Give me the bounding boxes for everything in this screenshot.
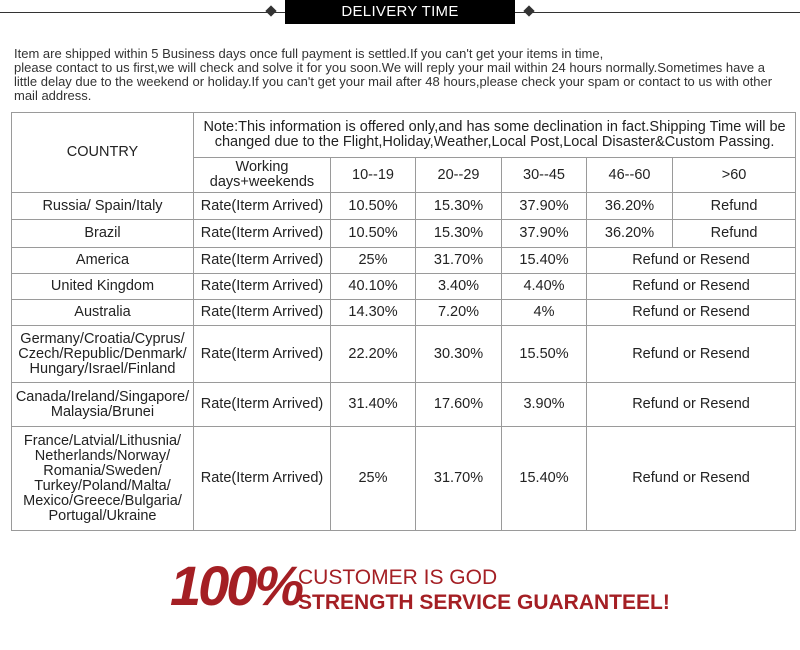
header-diamond-right-icon <box>523 5 534 16</box>
delivery-table <box>11 112 796 531</box>
outcome-cell: Refund or Resend <box>587 326 796 383</box>
value-cell: 10.50% <box>331 193 416 220</box>
range-header: 46--60 <box>587 158 673 193</box>
value-cell: 31.40% <box>331 383 416 427</box>
country-line: Portugal/Ukraine <box>48 507 157 524</box>
value-cell: 4% <box>502 300 587 326</box>
country-cell: United Kingdom <box>12 274 194 300</box>
table-row <box>12 326 796 383</box>
value-cell: 15.40% <box>502 427 587 531</box>
rate-cell: Rate(Iterm Arrived) <box>194 193 331 220</box>
value-cell: 3.90% <box>502 383 587 427</box>
table-row <box>12 193 796 220</box>
value-cell: 15.30% <box>416 220 502 248</box>
working-line: days+weekends <box>209 174 315 190</box>
range-header: 30--45 <box>502 158 587 193</box>
country-line: Malaysia/Brunei <box>50 403 155 420</box>
value-cell: 14.30% <box>331 300 416 326</box>
outcome-cell: Refund or Resend <box>587 274 796 300</box>
country-line: Hungary/Israel/Finland <box>29 360 176 377</box>
country-line: Turkey/Poland/Malta/ <box>34 477 171 494</box>
note-text <box>194 113 796 158</box>
country-line: Romania/Sweden/ <box>43 462 162 479</box>
value-cell: Refund <box>673 220 796 248</box>
note-line: changed due to the Flight,Holiday,Weather,Local Post,Local Disaster&Custom Passing. <box>214 134 775 150</box>
intro-line: mail address. <box>14 88 92 103</box>
slogan-line-1: CUSTOMER IS GOD <box>298 566 498 589</box>
country-cell: Russia/ Spain/Italy <box>12 193 194 220</box>
value-cell: 7.20% <box>416 300 502 326</box>
country-cell: Brazil <box>12 220 194 248</box>
country-line: Czech/Republic/Denmark/ <box>18 345 187 362</box>
value-cell: 15.40% <box>502 248 587 274</box>
rate-cell: Rate(Iterm Arrived) <box>194 326 331 383</box>
country-cell: America <box>12 248 194 274</box>
value-cell: 22.20% <box>331 326 416 383</box>
header-line-right <box>515 12 800 13</box>
note-line: Note:This information is offered only,and has some declination in fact.Shipping Time will be <box>203 119 786 135</box>
table-row <box>12 248 796 274</box>
value-cell: 10.50% <box>331 220 416 248</box>
slogan-line-2: STRENGTH SERVICE GUARANTEEL! <box>298 591 670 614</box>
table-row <box>12 274 796 300</box>
country-line: France/Latvial/Lithusnia/ <box>23 432 182 449</box>
intro-line: little delay due to the weekend or holiday.If you can't get your mail after 48 hours,please check your spam or contact to us with other <box>14 74 773 89</box>
country-cell <box>12 383 194 427</box>
rate-cell: Rate(Iterm Arrived) <box>194 274 331 300</box>
rate-cell: Rate(Iterm Arrived) <box>194 427 331 531</box>
range-header: >60 <box>673 158 796 193</box>
country-cell <box>12 326 194 383</box>
table-row <box>12 383 796 427</box>
value-cell: 36.20% <box>587 193 673 220</box>
intro-text <box>14 47 794 103</box>
table-row <box>12 220 796 248</box>
intro-line: please contact to us first,we will check and solve it for you soon.We will reply your mail within 24 hours normally.Sometimes have a <box>14 60 765 75</box>
outcome-cell: Refund or Resend <box>587 300 796 326</box>
rate-cell: Rate(Iterm Arrived) <box>194 300 331 326</box>
country-line: Netherlands/Norway/ <box>34 447 171 464</box>
value-cell: 17.60% <box>416 383 502 427</box>
country-header: COUNTRY <box>12 113 194 193</box>
rate-cell: Rate(Iterm Arrived) <box>194 248 331 274</box>
country-cell <box>12 427 194 531</box>
header-diamond-left-icon <box>265 5 276 16</box>
hundred-percent-logo: 100% <box>170 554 302 617</box>
country-line: Mexico/Greece/Bulgaria/ <box>23 492 182 509</box>
outcome-cell: Refund or Resend <box>587 383 796 427</box>
intro-line: Item are shipped within 5 Business days once full payment is settled.If you can't get your items in time, <box>14 46 604 61</box>
country-cell: Australia <box>12 300 194 326</box>
rate-cell: Rate(Iterm Arrived) <box>194 220 331 248</box>
country-line: Canada/Ireland/Singapore/ <box>15 388 190 405</box>
value-cell: 3.40% <box>416 274 502 300</box>
value-cell: 4.40% <box>502 274 587 300</box>
outcome-cell: Refund or Resend <box>587 248 796 274</box>
range-header: 10--19 <box>331 158 416 193</box>
value-cell: 40.10% <box>331 274 416 300</box>
header-title: DELIVERY TIME <box>285 0 515 24</box>
header-line-left <box>0 12 285 13</box>
table-row <box>12 427 796 531</box>
rate-cell: Rate(Iterm Arrived) <box>194 383 331 427</box>
working-line: Working <box>235 159 289 175</box>
value-cell: Refund <box>673 193 796 220</box>
value-cell: 15.50% <box>502 326 587 383</box>
outcome-cell: Refund or Resend <box>587 427 796 531</box>
working-days-header <box>194 158 331 193</box>
country-line: Germany/Croatia/Cyprus/ <box>20 330 185 347</box>
range-header: 20--29 <box>416 158 502 193</box>
value-cell: 31.70% <box>416 248 502 274</box>
value-cell: 36.20% <box>587 220 673 248</box>
value-cell: 37.90% <box>502 220 587 248</box>
value-cell: 25% <box>331 427 416 531</box>
value-cell: 25% <box>331 248 416 274</box>
value-cell: 31.70% <box>416 427 502 531</box>
value-cell: 37.90% <box>502 193 587 220</box>
table-row <box>12 300 796 326</box>
value-cell: 30.30% <box>416 326 502 383</box>
value-cell: 15.30% <box>416 193 502 220</box>
